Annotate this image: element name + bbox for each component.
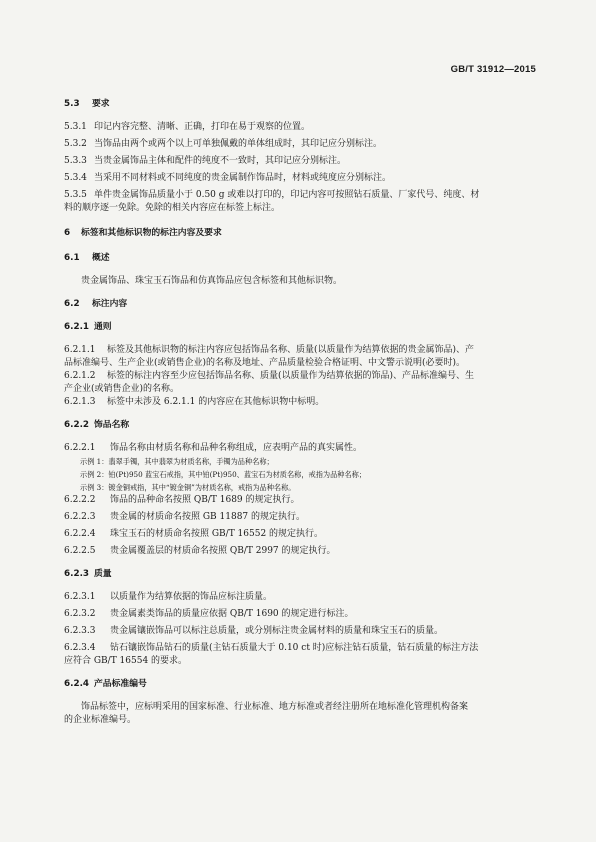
clause-6-2-3-1: 6.2.3.1 以质量作为结算依据的饰品应标注质量。 xyxy=(64,592,273,602)
clause-6-2-2-5: 6.2.2.5 贵金属覆盖层的材质命名按照 QB/T 2997 的规定执行。 xyxy=(64,546,336,556)
example-3: 示例 3：镀金铜戒指，其中“镀金铜”为材质名称，戒指为品种名称。 xyxy=(80,483,296,492)
standard-number: GB/T 31912—2015 xyxy=(450,64,536,75)
clause-5-3-1: 5.3.1 印记内容完整、清晰、正确，打印在易于观察的位置。 xyxy=(64,122,311,132)
clause-6-2-3-4-cont: 应符合 GB/T 16554 的要求。 xyxy=(64,656,188,666)
section-6-1-text: 贵金属饰品、珠宝玉石饰品和仿真饰品应包含标签和其他标识物。 xyxy=(81,276,343,286)
clause-6-2-2-4: 6.2.2.4 珠宝玉石的材质命名按照 GB/T 16552 的规定执行。 xyxy=(64,529,324,539)
clause-6-2-2-3: 6.2.2.3 贵金属的材质命名按照 GB 11887 的规定执行。 xyxy=(64,512,306,522)
section-6-2-4-text: 饰品标签中，应标明采用的国家标准、行业标准、地方标准或者经注册所在地标准化管理机构备案 xyxy=(81,702,469,712)
clause-6-2-1-2: 6.2.1.2 标签的标注内容至少应包括饰品名称、质量(以质量作为结算依据的饰品)、产品标准编号、生 xyxy=(64,371,475,381)
section-6-2-2-heading: 6.2.2 饰品名称 xyxy=(64,420,130,430)
example-2: 示例 2：铂(Pt)950 蓝宝石戒指，其中铂(Pt)950、蓝宝石为材质名称，戒指为品种名称； xyxy=(80,470,367,479)
clause-6-2-1-2-cont: 产企业(或销售企业)的名称。 xyxy=(64,384,180,394)
section-6-2-4-heading: 6.2.4 产品标准编号 xyxy=(64,679,147,689)
section-6-2-heading: 6.2 标注内容 xyxy=(64,299,128,309)
clause-5-3-5: 5.3.5 单件贵金属饰品质量小于 0.50 g 或难以打印的，印记内容可按照钻石质量、厂家代号、纯度、材 xyxy=(64,190,480,200)
clause-6-2-1-3: 6.2.1.3 标签中未涉及 6.2.1.1 的内容应在其他标识物中标明。 xyxy=(64,397,325,407)
document-body xyxy=(64,98,536,727)
clause-6-2-3-3: 6.2.3.3 贵金属镶嵌饰品可以标注总质量，或分别标注贵金属材料的质量和珠宝玉石的质量。 xyxy=(64,626,444,636)
section-6-2-1-heading: 6.2.1 通则 xyxy=(64,322,112,332)
section-6-heading: 6 标签和其他标识物的标注内容及要求 xyxy=(64,228,222,238)
section-6-2-3-heading: 6.2.3 质量 xyxy=(64,569,112,579)
clause-5-3-5-cont: 料的顺序逐一免除。免除的相关内容应在标签上标注。 xyxy=(64,203,281,213)
section-5-3-heading: 5.3 要求 xyxy=(64,99,110,109)
example-1: 示例 1：翡翠手镯，其中翡翠为材质名称，手镯为品种名称； xyxy=(80,457,274,466)
clause-6-2-2-1: 6.2.2.1 饰品名称由材质名称和品种名称组成，应表明产品的真实属性。 xyxy=(64,443,363,453)
clause-5-3-2: 5.3.2 当饰品由两个或两个以上可单独佩戴的单体组成时，其印记应分别标注。 xyxy=(64,139,383,149)
clause-6-2-1-1-cont: 品标准编号、生产企业(或销售企业)的名称及地址、产品质量检验合格证明、中文警示说明(必要时)。 xyxy=(64,358,466,368)
clause-6-2-2-2: 6.2.2.2 饰品的品种命名按照 QB/T 1689 的规定执行。 xyxy=(64,495,300,505)
section-6-2-4-text-cont: 的企业标准编号。 xyxy=(64,715,137,725)
clause-5-3-3: 5.3.3 当贵金属饰品主体和配件的纯度不一致时，其印记应分别标注。 xyxy=(64,156,347,166)
clause-6-2-3-4: 6.2.3.4 钻石镶嵌饰品钻石的质量(主钻石质量大于 0.10 ct 时)应标注钻石质量，钻石质量的标注方法 xyxy=(64,643,479,653)
clause-6-2-3-2: 6.2.3.2 贵金属素类饰品的质量应依据 QB/T 1690 的规定进行标注。 xyxy=(64,609,354,619)
clause-5-3-4: 5.3.4 当采用不同材料或不同纯度的贵金属制作饰品时，材料或纯度应分别标注。 xyxy=(64,173,392,183)
clause-6-2-1-1: 6.2.1.1 标签及其他标识物的标注内容应包括饰品名称、质量(以质量作为结算依据的贵金属饰品)、产 xyxy=(64,345,475,355)
section-6-1-heading: 6.1 概述 xyxy=(64,253,110,263)
